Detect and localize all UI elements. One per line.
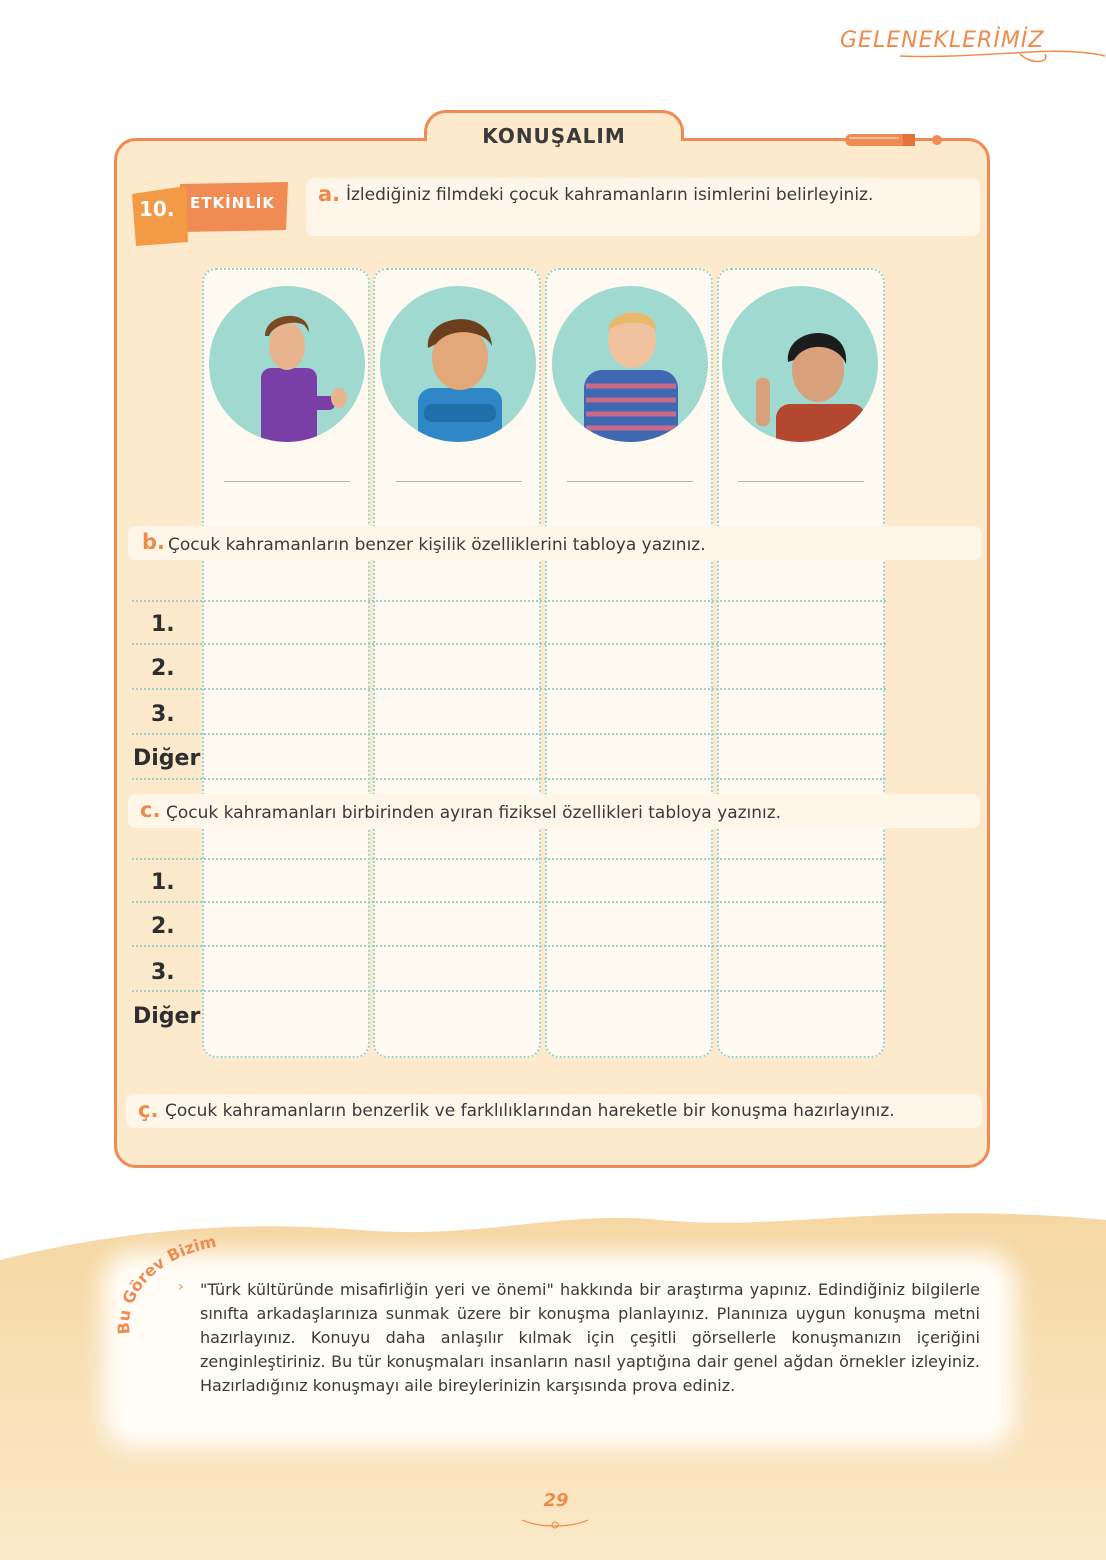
- activity-label: ETKİNLİK: [190, 194, 275, 212]
- name-line-2: [396, 481, 522, 482]
- question-b-text: Çocuk kahramanların benzer kişilik özelliklerini tabloya yazınız.: [168, 535, 706, 555]
- unit-title: GELENEKLERİMİZ: [840, 28, 1045, 53]
- question-a-letter: a.: [318, 182, 341, 206]
- question-a-text: İzlediğiniz filmdeki çocuk kahramanların isimlerini belirleyiniz.: [346, 185, 874, 205]
- character-purple-shirt-thumbs-up-icon: [209, 286, 365, 442]
- character-4-portrait: [722, 286, 878, 442]
- question-cc-letter: ç.: [138, 1098, 159, 1122]
- table-c-row-other: Diğer: [133, 1004, 201, 1029]
- character-red-sweater-pointing-icon: [722, 286, 878, 442]
- page-number-swirl-icon: [520, 1514, 590, 1530]
- section-title: KONUŞALIM: [482, 124, 626, 148]
- question-c-letter: c.: [140, 798, 161, 822]
- swirl-decoration-icon: [900, 42, 1106, 72]
- question-c-text: Çocuk kahramanları birbirinden ayıran fiziksel özellikleri tabloya yazınız.: [166, 803, 782, 823]
- character-1-portrait: [209, 286, 365, 442]
- name-line-3: [567, 481, 693, 482]
- task-text: "Türk kültüründe misafirliğin yeri ve önemi" hakkında bir araştırma yapınız. Edindiğiniz bilgilerle sınıfta arkadaşlarınıza sunmak üzere bir konuşma planlayınız. Planınıza uygun konuşma metni hazırlayınız. Konuyu daha anlaşılır kılmak için çeşitli görsellerle konuşmanızın içeriğini zenginleştiriniz. Bu tür konuşmaları insanların nasıl yaptığına dair genel ağdan örnekler izleyiniz. Hazırladığınız konuşmayı aile bireylerinizin karşısında prova ediniz.: [200, 1280, 980, 1395]
- pen-icon: [845, 130, 945, 150]
- table-b-row-1: 1.: [151, 612, 175, 637]
- character-2-portrait: [380, 286, 536, 442]
- page-number: 29: [543, 1490, 569, 1511]
- table-c-row-1: 1.: [151, 870, 175, 895]
- character-3-portrait: [552, 286, 708, 442]
- question-cc-text: Çocuk kahramanların benzerlik ve farklılıklarından hareketle bir konuşma hazırlayınız.: [165, 1101, 895, 1121]
- name-line-4: [738, 481, 864, 482]
- task-badge-label: Bu Görev Bizim: [113, 1231, 218, 1336]
- character-striped-sweater-suspenders-icon: [552, 286, 708, 442]
- activity-number: 10.: [139, 197, 175, 221]
- table-b-row-3: 3.: [151, 702, 175, 727]
- character-blue-sweater-arms-crossed-icon: [380, 286, 536, 442]
- table-c-row-2: 2.: [151, 914, 175, 939]
- question-b-letter: b.: [142, 530, 166, 554]
- table-b-row-other: Diğer: [133, 746, 201, 771]
- name-line-1: [224, 481, 350, 482]
- table-b-row-2: 2.: [151, 656, 175, 681]
- chevron-right-icon: ›: [178, 1279, 184, 1295]
- table-c-row-3: 3.: [151, 960, 175, 985]
